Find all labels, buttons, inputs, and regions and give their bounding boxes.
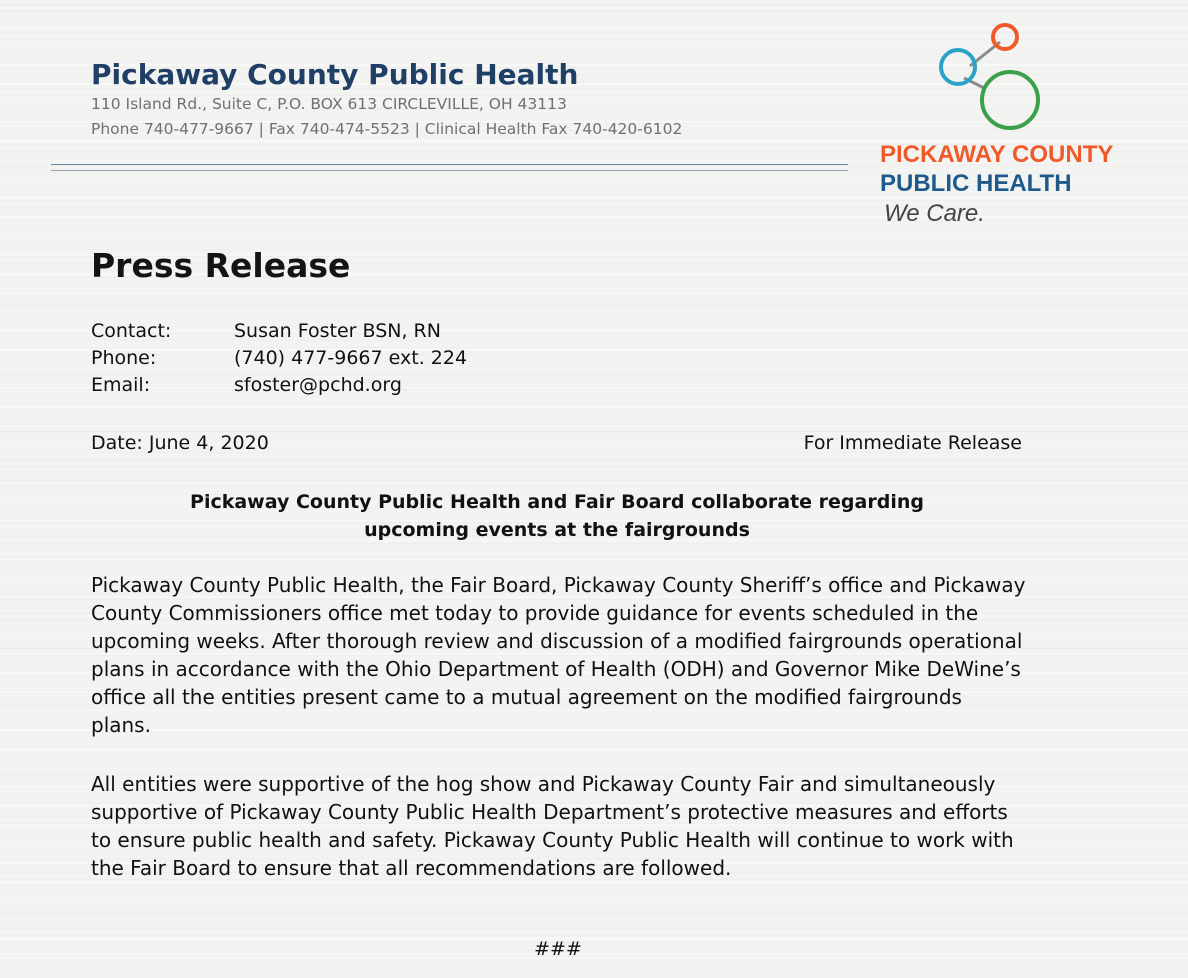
release-date: Date: June 4, 2020 — [91, 432, 269, 454]
logo-text-line1: PICKAWAY COUNTY — [880, 141, 1114, 168]
header-divider-top — [51, 164, 848, 165]
headline-line1: Pickaway County Public Health and Fair Board collaborate regarding — [190, 491, 924, 513]
headline-line2: upcoming events at the fairgrounds — [364, 519, 750, 541]
body-paragraph-1: Pickaway County Public Health, the Fair Board, Pickaway County Sheriff’s office and Pickaway County Commissioners office met today to provide guidance for events scheduled in the upcoming weeks. After thorough review and discussion of a modified fairgrounds operational plans in accordance with the Ohio Department of Health (ODH) and Governor Mike DeWine’s office all the entities present came to a mutual agreement on the modified fairgrounds plans. — [91, 573, 1026, 737]
body-paragraph-2: All entities were supportive of the hog show and Pickaway County Fair and simultaneously supportive of Pickaway County Public Health Department’s protective measures and efforts to ensure public health and safety. Pickaway County Public Health will continue to work with the Fair Board to ensure that all recommendations are followed. — [91, 772, 1014, 880]
release-type: For Immediate Release — [803, 432, 1022, 454]
contact-email: sfoster@pchd.org — [234, 374, 402, 396]
end-mark: ### — [534, 938, 582, 960]
logo-text-line2: PUBLIC HEALTH — [880, 170, 1072, 197]
headline — [91, 488, 1023, 544]
document-title: Press Release — [91, 246, 351, 285]
header-divider-bottom — [51, 170, 848, 171]
contact-phone: (740) 477-9667 ext. 224 — [234, 347, 468, 369]
organization-phone-fax: Phone 740-477-9667 | Fax 740-474-5523 | Clinical Health Fax 740-420-6102 — [91, 120, 683, 138]
email-label: Email: — [91, 374, 151, 396]
organization-address: 110 Island Rd., Suite C, P.O. BOX 613 CIRCLEVILLE, OH 43113 — [91, 95, 567, 113]
logo-tagline: We Care. — [884, 200, 985, 227]
contact-label: Contact: — [91, 320, 172, 342]
phone-label: Phone: — [91, 347, 157, 369]
contact-name: Susan Foster BSN, RN — [234, 320, 441, 342]
organization-name: Pickaway County Public Health — [91, 58, 579, 91]
